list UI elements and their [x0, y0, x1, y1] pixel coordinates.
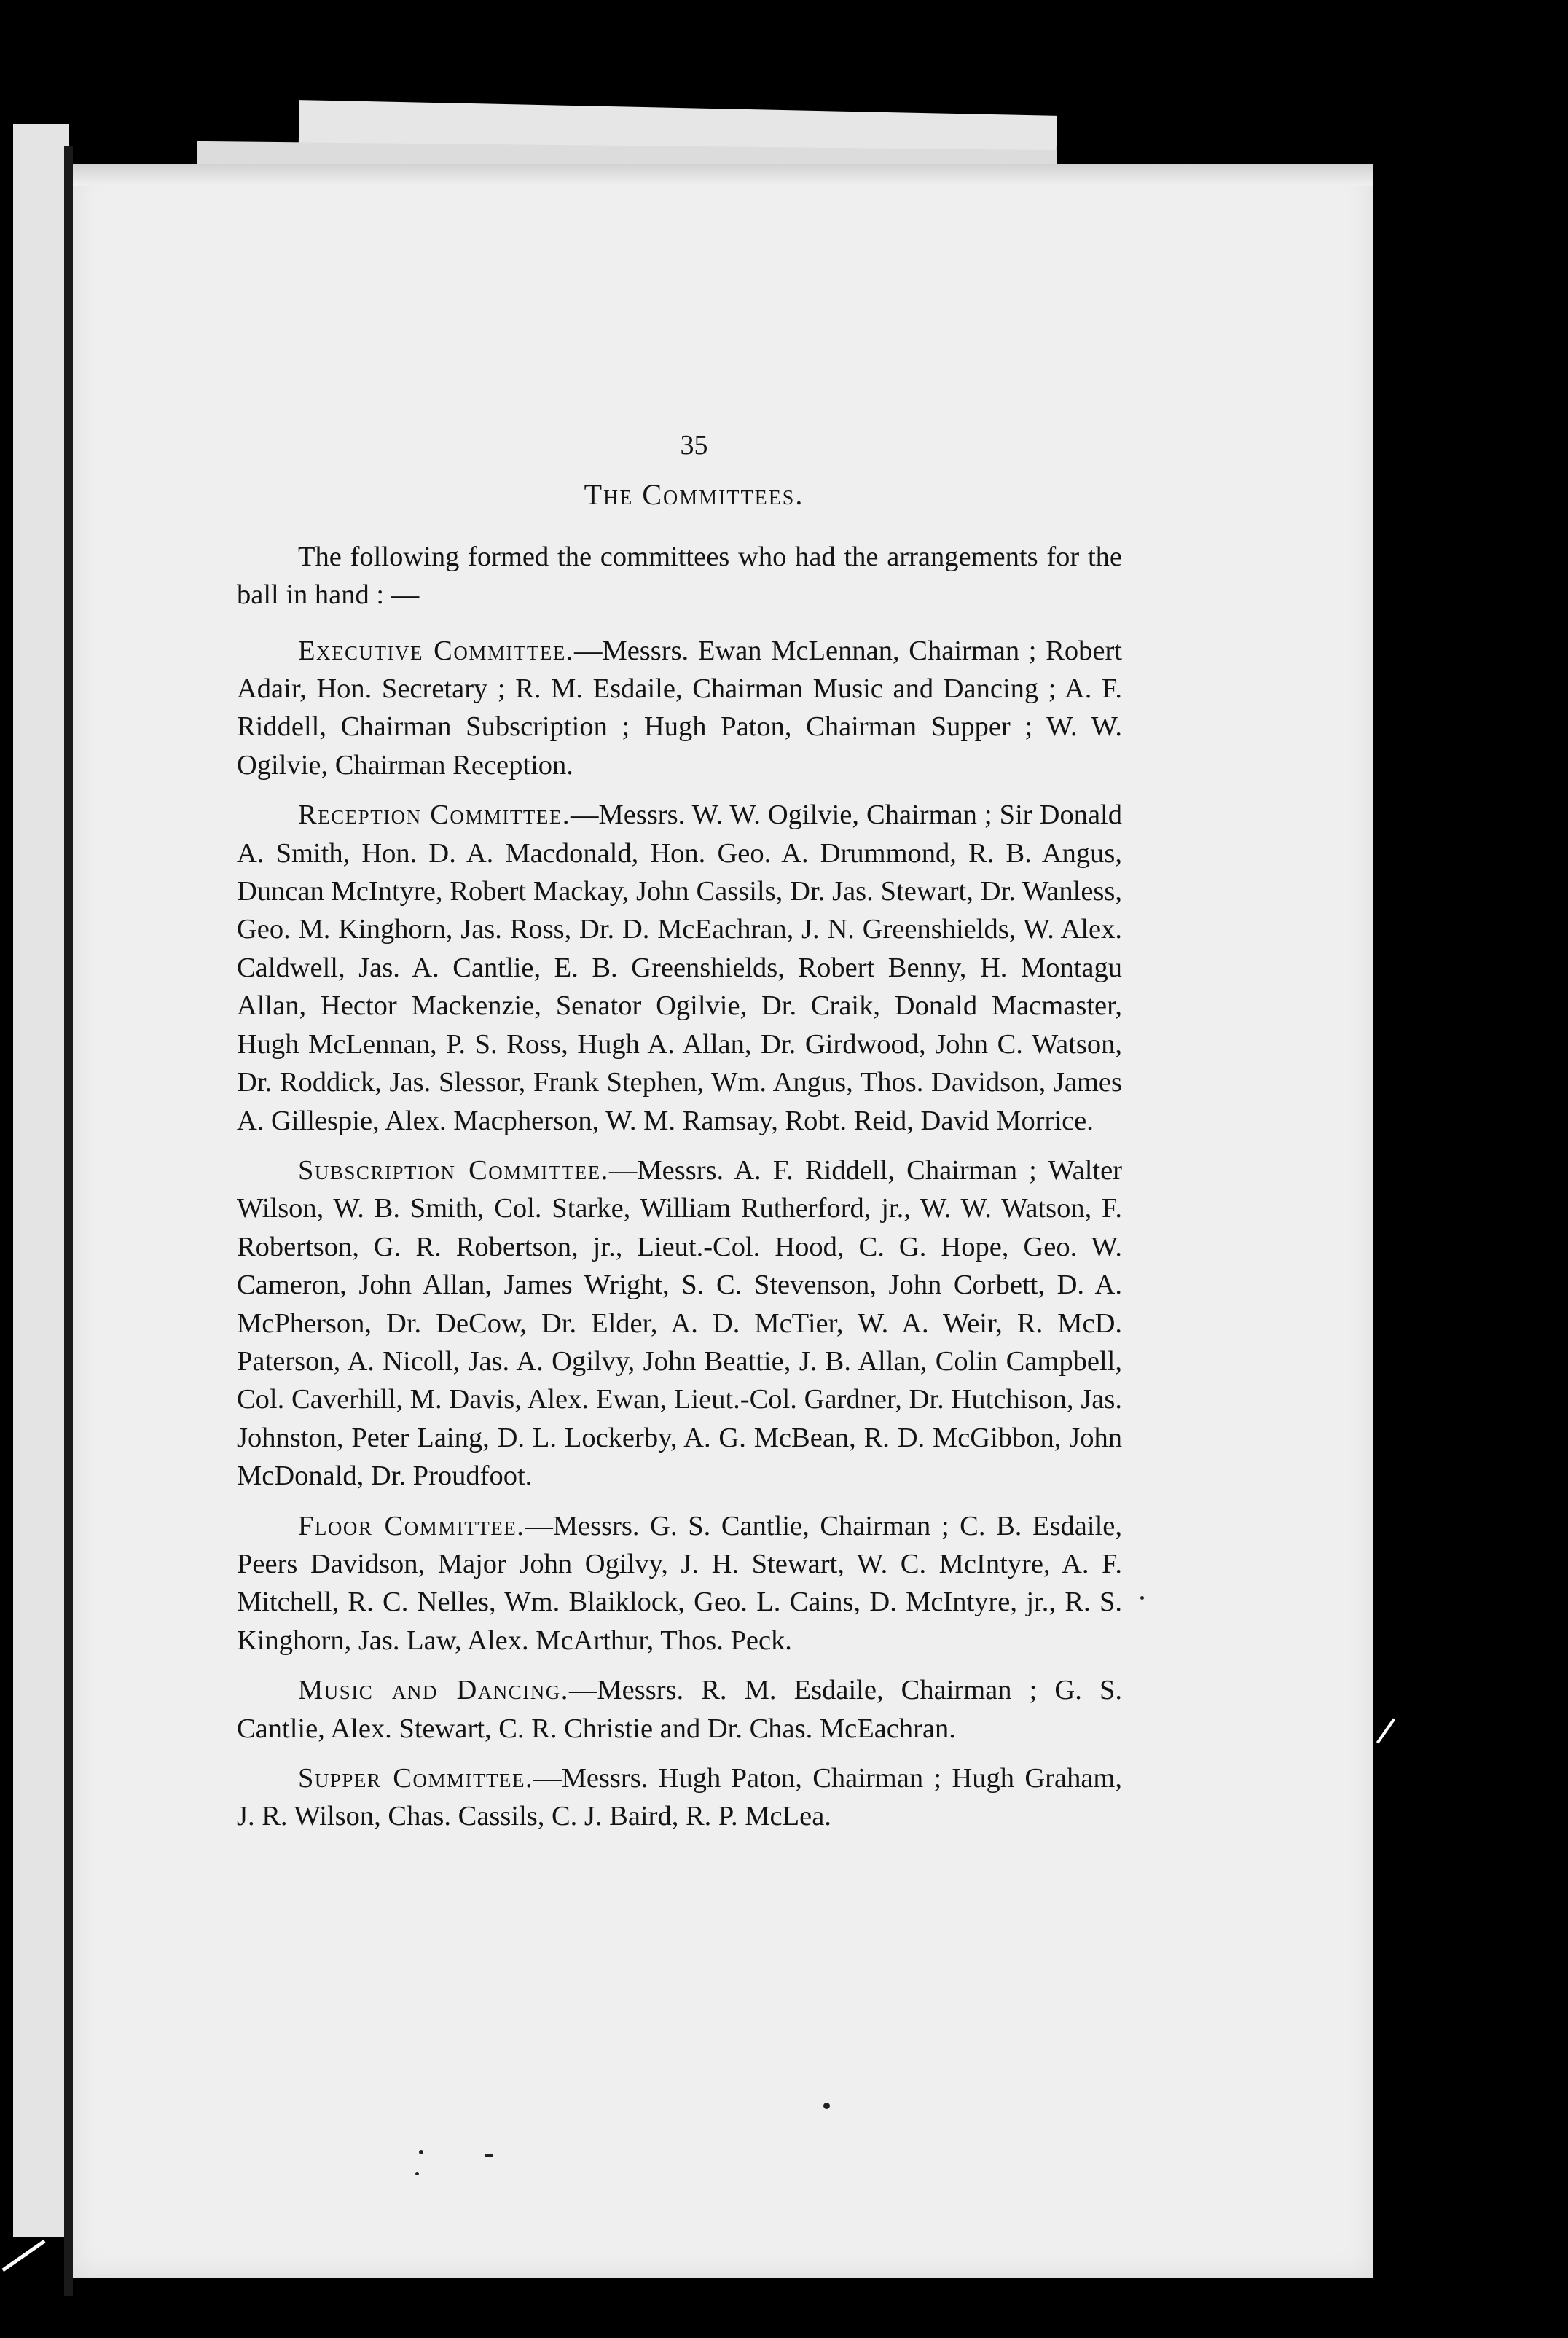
page-top-shadow: [73, 164, 1373, 186]
supper-committee-paragraph: [237, 1759, 1122, 1836]
left-border: [0, 117, 13, 2267]
page-content: [237, 426, 1122, 1848]
committee-label: Subscription Committee.: [298, 1154, 609, 1186]
intro-paragraph: The following formed the committees who had the arrangements for the ball in hand : —: [237, 541, 1122, 611]
dust-speck: [1140, 1596, 1144, 1600]
committee-label: Floor Committee.: [298, 1510, 525, 1541]
committee-members: —Messrs. G. S. Cantlie, Chairman ; C. B. Esdaile, Peers Davidson, Major John Ogilvy, J. H. Stewart, W. C. McIntyre, A. F. Mitchell, R. C. Nelles, Wm. Blaiklock, Geo. L. Cains, D. McIntyre, jr., R. S. Kinghorn, Jas. Law, Alex. McArthur, Thos. Peck.: [237, 1510, 1122, 1656]
page-title: The Committees.: [584, 478, 804, 512]
dust-speck: [419, 2150, 423, 2154]
dust-speck: [823, 2103, 830, 2109]
music-dancing-committee-paragraph: [237, 1671, 1122, 1748]
executive-committee-paragraph: [237, 632, 1122, 785]
committee-label: Music and Dancing.: [298, 1675, 569, 1706]
dust-speck: [415, 2172, 419, 2175]
committee-label: Executive Committee.: [298, 635, 574, 666]
committee-members: —Messrs. R. M. Esdaile, Chairman ; G. S. Cantlie, Alex. Stewart, C. R. Christie and Dr. Chas. McEachran.: [237, 1675, 1122, 1744]
committee-label: Reception Committee.: [298, 799, 571, 831]
floor-committee-paragraph: [237, 1507, 1122, 1660]
page-number: 35: [680, 430, 708, 461]
committee-members: —Messrs. Ewan McLennan, Chairman ; Robert Adair, Hon. Secretary ; R. M. Esdaile, Chairman Music and Dancing ; A. F. Riddell, Chairman Subscription ; Hugh Paton, Chairman Supper ; W. W. Ogilvie, Chairman Reception.: [237, 635, 1122, 781]
committee-members: —Messrs. Hugh Paton, Chairman ; Hugh Graham, J. R. Wilson, Chas. Cassils, C. J. Baird, R. P. McLea.: [237, 1763, 1123, 1832]
subscription-committee-paragraph: [237, 1152, 1122, 1496]
committee-members: —Messrs. A. F. Riddell, Chairman ; Walter Wilson, W. B. Smith, Col. Starke, William Rutherford, jr., W. W. Watson, F. Robertson, G. R. Robertson, jr., Lieut.-Col. Hood, C. G. Hope, Geo. W. Cameron, John Allan, James Wright, S. C. Stevenson, John Corbett, D. A. McPherson, Dr. DeCow, Dr. Elder, A. D. McTier, W. A. Weir, R. McD. Paterson, A. Nicoll, Jas. A. Ogilvy, John Beattie, J. B. Allan, Colin Campbell, Col. Caverhill, M. Davis, Alex. Ewan, Lieut.-Col. Gardner, Dr. Hutchison, Jas. Johnston, Peter Laing, D. L. Lockerby, A. G. McBean, R. D. McGibbon, John McDonald, Dr. Proudfoot.: [237, 1154, 1122, 1492]
committee-label: Supper Committee.: [298, 1763, 534, 1794]
scan-mark: [1376, 1718, 1395, 1743]
committee-members: —Messrs. W. W. Ogilvie, Chairman ; Sir Donald A. Smith, Hon. D. A. Macdonald, Hon. Geo. A. Drummond, R. B. Angus, Duncan McIntyre, Robert Mackay, John Cassils, Dr. Jas. Stewart, Dr. Wanless, Geo. M. Kinghorn, Jas. Ross, Dr. D. McEachran, J. N. Greenshields, W. Alex. Caldwell, Jas. A. Cantlie, E. B. Greenshields, Robert Benny, H. Montagu Allan, Hector Mackenzie, Senator Ogilvie, Dr. Craik, Donald Macmaster, Hugh McLennan, P. S. Ross, Hugh A. Allan, Dr. Girdwood, John C. Watson, Dr. Roddick, Jas. Slessor, Frank Stephen, Wm. Angus, Thos. Davidson, James A. Gillespie, Alex. Macpherson, W. M. Ramsay, Robt. Reid, David Morrice.: [237, 799, 1122, 1136]
reception-committee-paragraph: [237, 796, 1122, 1140]
dust-speck: [485, 2154, 493, 2157]
page-gutter: [64, 146, 73, 2296]
